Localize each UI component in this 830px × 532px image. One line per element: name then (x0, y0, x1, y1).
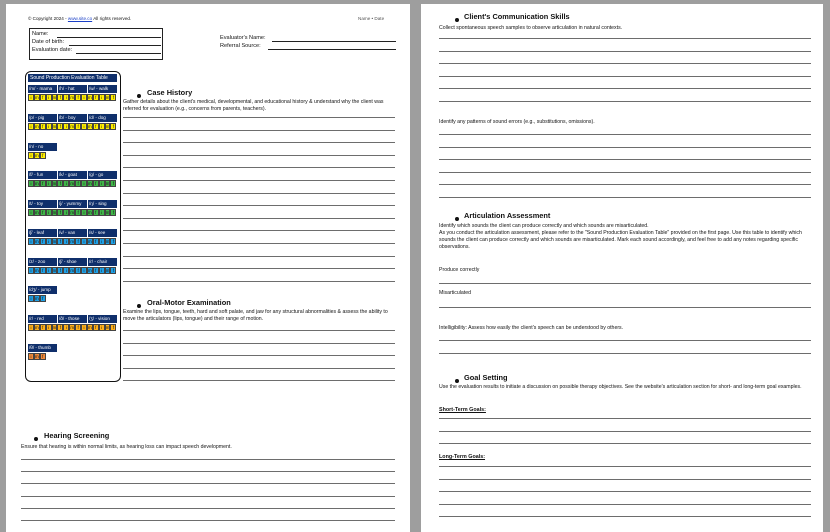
short-term-goals-label: Short-Term Goals: (439, 407, 486, 413)
sound-header (88, 344, 117, 352)
sound-checkbox[interactable]: f (40, 238, 46, 245)
sound-checkbox[interactable]: i (63, 123, 69, 130)
writing-line[interactable] (123, 155, 395, 156)
sound-checkbox[interactable]: i (28, 180, 34, 187)
long-term-goals-label: Long-Term Goals: (439, 454, 486, 460)
sound-checkbox[interactable]: f (75, 324, 81, 331)
name-label: Name: (32, 31, 49, 37)
writing-line[interactable] (21, 471, 395, 472)
sound-checkbox[interactable]: f (75, 123, 81, 130)
sound-checkbox[interactable]: i (46, 238, 52, 245)
bullet-icon (137, 304, 141, 308)
sound-checkbox[interactable]: m (70, 124, 75, 129)
sound-checkbox[interactable]: i (46, 324, 52, 331)
oral-motor-text: Examine the lips, tongue, teeth, hard and soft palate, and jaw for any structural abnormalities & assess the ability to move the articulators (lips, tongue) and their range of motion. (123, 309, 388, 322)
writing-line[interactable] (439, 51, 811, 52)
sound-checkbox[interactable]: m (35, 296, 39, 301)
sound-checkbox[interactable]: f (75, 209, 81, 216)
sound-checkbox[interactable]: m (88, 181, 92, 186)
sound-checkbox[interactable]: i (81, 94, 87, 101)
sound-header: /f/ - fun (28, 171, 57, 179)
sound-checkbox[interactable]: i (28, 152, 34, 159)
bullet-icon (34, 437, 38, 441)
sound-checkbox[interactable]: f (93, 180, 99, 187)
sound-checkbox[interactable]: i (81, 123, 87, 130)
sound-checkbox[interactable]: m (105, 95, 110, 100)
sound-checkbox[interactable]: f (57, 238, 63, 245)
sound-header (58, 344, 87, 352)
sound-checkbox[interactable]: i (63, 324, 69, 331)
sound-header: /ð/ - those (58, 315, 87, 323)
sound-checkbox[interactable]: f (110, 180, 116, 187)
articulation-line1: Identify which sounds the client can produce correctly and which sounds are misarticulated. (439, 223, 649, 229)
bullet-icon (455, 217, 459, 221)
sound-checkbox[interactable]: i (99, 267, 105, 274)
sound-header: /b/ - boy (58, 114, 87, 122)
sound-checkbox[interactable]: f (75, 180, 81, 187)
referral-field[interactable] (268, 49, 396, 50)
sound-header: /θ/ - thumb (28, 344, 57, 352)
sound-checkbox[interactable]: m (70, 95, 75, 100)
sound-checkbox[interactable]: i (99, 180, 105, 187)
client-info-box (29, 28, 163, 60)
sound-checkbox (110, 152, 116, 159)
writing-line[interactable] (439, 101, 811, 102)
sound-checkbox[interactable]: m (52, 95, 57, 100)
writing-line[interactable] (123, 180, 395, 181)
writing-line[interactable] (21, 496, 395, 497)
writing-line[interactable] (123, 243, 395, 244)
sound-checkbox[interactable]: m (35, 239, 39, 244)
sound-checkbox[interactable]: f (40, 180, 46, 187)
writing-line[interactable] (439, 63, 811, 64)
sound-checkbox[interactable]: i (81, 324, 87, 331)
sound-checkbox[interactable]: i (46, 123, 52, 130)
writing-line[interactable] (123, 142, 395, 143)
sound-checkbox[interactable]: m (52, 124, 57, 129)
writing-line[interactable] (123, 205, 395, 206)
writing-line[interactable] (439, 184, 811, 185)
writing-line[interactable] (123, 343, 395, 344)
writing-line[interactable] (439, 418, 811, 419)
misarticulated-line[interactable] (439, 307, 811, 308)
sound-checkbox[interactable]: i (63, 94, 69, 101)
sound-checkbox[interactable]: f (110, 324, 116, 331)
writing-line[interactable] (439, 479, 811, 480)
bullet-icon (455, 379, 459, 383)
sound-checkbox[interactable]: f (93, 209, 99, 216)
sound-group (28, 143, 117, 159)
sound-checkbox[interactable]: i (46, 180, 52, 187)
sound-header: /ʃ/ - leaf (28, 229, 57, 237)
writing-line[interactable] (123, 330, 395, 331)
sound-checkbox[interactable]: i (46, 209, 52, 216)
sound-checkbox[interactable]: m (105, 325, 110, 330)
hearing-text: Ensure that hearing is within normal limits, as hearing loss can impact speech development. (21, 444, 232, 450)
sound-header (88, 286, 117, 294)
communication-heading: Client's Communication Skills (464, 12, 570, 21)
sound-checkbox[interactable]: m (88, 239, 92, 244)
sound-checkbox[interactable]: i (99, 238, 105, 245)
misarticulated-label: Misarticulated (439, 290, 472, 296)
sound-header: /g/ - go (88, 171, 117, 179)
hearing-heading: Hearing Screening (44, 431, 110, 440)
sound-checkbox[interactable]: i (28, 123, 34, 130)
sound-checkbox[interactable]: f (75, 94, 81, 101)
dob-label: Date of birth: (32, 39, 65, 45)
writing-line[interactable] (123, 193, 395, 194)
sound-checkbox[interactable]: m (70, 210, 75, 215)
sound-header: /ʒ/ - vision (88, 315, 117, 323)
sound-checkbox[interactable]: f (40, 267, 46, 274)
sound-checkbox[interactable]: m (70, 239, 75, 244)
dob-field[interactable] (69, 45, 161, 46)
sound-header: /r/ - chair (88, 258, 117, 266)
sound-checkbox[interactable]: m (105, 268, 110, 273)
sound-checkbox[interactable]: i (46, 94, 52, 101)
eval-date-field[interactable] (76, 53, 161, 54)
writing-line[interactable] (21, 483, 395, 484)
bullet-icon (455, 18, 459, 22)
writing-line[interactable] (123, 230, 395, 231)
sound-checkbox[interactable]: f (93, 324, 99, 331)
page-two (421, 4, 823, 532)
sound-checkbox[interactable]: f (110, 209, 116, 216)
produce-correctly-line[interactable] (439, 283, 811, 284)
sound-checkbox[interactable]: f (75, 267, 81, 274)
sound-header (58, 143, 87, 151)
sound-checkbox[interactable]: f (110, 123, 116, 130)
sound-checkbox[interactable]: m (35, 95, 39, 100)
sound-checkbox[interactable]: i (81, 180, 87, 187)
articulation-line2: As you conduct the articulation assessment, please refer to the "Sound Production Evaluation Table" provided on the first page. Use this table to identify which sounds the client can produce correctly and which sounds are misarticulated. Mark each sound accordingly, and feel free to add any notes regarding specific observations. (439, 230, 802, 250)
sound-header: /j/ - yummy (58, 200, 87, 208)
sound-checkbox[interactable]: m (52, 325, 57, 330)
sound-header: /k/ - goat (58, 171, 87, 179)
sound-header (58, 286, 87, 294)
writing-line[interactable] (439, 443, 811, 444)
sound-group (28, 258, 117, 274)
sound-checkbox[interactable]: m (52, 239, 57, 244)
intelligibility-text: Intelligibility: Assess how easily the client's speech can be understood by others. (439, 325, 624, 331)
communication-text: Collect spontaneous speech samples to observe articulation in natural contexts. (439, 25, 623, 31)
sound-group (28, 344, 117, 360)
sound-group (28, 200, 117, 216)
sound-checkbox[interactable]: f (57, 209, 63, 216)
sound-checkbox[interactable]: m (35, 153, 39, 158)
copyright-notice: © Copyright 2024 - www.site.co All rights reserved. (28, 16, 132, 21)
sound-group (28, 286, 117, 302)
writing-line[interactable] (439, 172, 811, 173)
sound-checkbox[interactable]: m (88, 95, 92, 100)
goal-text: Use the evaluation results to initiate a discussion on possible therapy objectives. See the website's articulation section for short- and long-term goal examples. (439, 384, 802, 390)
sound-checkbox[interactable]: i (28, 295, 34, 302)
sound-header: /p/ - pig (28, 114, 57, 122)
sound-checkbox[interactable]: f (93, 238, 99, 245)
writing-line[interactable] (123, 268, 395, 269)
sound-checkbox[interactable]: m (70, 268, 75, 273)
writing-line[interactable] (439, 516, 811, 517)
sound-group (28, 171, 117, 187)
writing-line[interactable] (21, 520, 395, 521)
sound-checkbox[interactable]: i (63, 267, 69, 274)
writing-line[interactable] (123, 256, 395, 257)
writing-line[interactable] (439, 88, 811, 89)
sound-checkbox[interactable]: f (57, 267, 63, 274)
sound-checkbox[interactable]: i (99, 123, 105, 130)
sound-checkbox[interactable]: m (52, 181, 57, 186)
writing-line[interactable] (439, 147, 811, 148)
sound-checkbox[interactable]: i (63, 238, 69, 245)
sound-production-table (25, 71, 121, 382)
sound-checkbox[interactable]: f (93, 94, 99, 101)
sound-checkbox (110, 353, 116, 360)
writing-line[interactable] (123, 355, 395, 356)
sound-group (28, 114, 117, 130)
writing-line[interactable] (21, 459, 395, 460)
sound-checkbox[interactable]: m (35, 354, 39, 359)
sound-header: /w/ - walk (88, 85, 117, 93)
copyright-link[interactable]: www.site.co (67, 16, 93, 21)
sound-header: /s/ - see (88, 229, 117, 237)
writing-line[interactable] (123, 218, 395, 219)
header-right: Name • Date (358, 16, 385, 21)
sound-checkbox[interactable]: f (110, 238, 116, 245)
sound-checkbox[interactable]: f (93, 267, 99, 274)
sound-checkbox[interactable]: m (105, 210, 110, 215)
sound-checkbox (110, 295, 116, 302)
page-one (6, 4, 410, 532)
sound-header: /r/ - red (28, 315, 57, 323)
sound-checkbox[interactable]: m (35, 325, 39, 330)
writing-line[interactable] (439, 431, 811, 432)
writing-line[interactable] (123, 167, 395, 168)
sound-checkbox[interactable]: m (88, 268, 92, 273)
articulation-heading: Articulation Assessment (464, 211, 551, 220)
patterns-text: Identify any patterns of sound errors (e.g., substitutions, omissions). (439, 119, 595, 125)
sound-checkbox[interactable]: i (63, 180, 69, 187)
sound-checkbox[interactable]: f (40, 295, 46, 302)
writing-line[interactable] (123, 380, 395, 381)
sound-checkbox[interactable]: i (99, 324, 105, 331)
writing-line[interactable] (439, 353, 811, 354)
sound-checkbox[interactable]: m (105, 124, 110, 129)
sound-checkbox[interactable]: f (40, 152, 46, 159)
sound-checkbox[interactable]: i (28, 324, 34, 331)
sound-checkbox[interactable]: i (28, 209, 34, 216)
sound-checkbox[interactable]: m (35, 124, 39, 129)
sound-header: /z/ - zoo (28, 258, 57, 266)
name-field[interactable] (57, 37, 161, 38)
sound-header: /v/ - van (58, 229, 87, 237)
sound-checkbox[interactable]: f (57, 324, 63, 331)
sound-checkbox[interactable]: m (52, 268, 57, 273)
sound-checkbox[interactable]: i (99, 209, 105, 216)
writing-line[interactable] (439, 504, 811, 505)
sound-header: /ʃ/ - shoe (58, 258, 87, 266)
sound-checkbox[interactable]: m (88, 124, 92, 129)
sound-checkbox[interactable]: i (81, 209, 87, 216)
sound-checkbox[interactable]: f (57, 94, 63, 101)
sound-checkbox[interactable]: i (28, 267, 34, 274)
writing-line[interactable] (439, 340, 811, 341)
sound-checkbox[interactable]: f (110, 94, 116, 101)
sound-checkbox[interactable]: f (57, 180, 63, 187)
sound-checkbox[interactable]: i (99, 94, 105, 101)
writing-line[interactable] (123, 281, 395, 282)
sound-checkbox[interactable]: i (28, 94, 34, 101)
sound-header: /h/ - hat (58, 85, 87, 93)
sound-table-title: Sound Production Evaluation Table (28, 74, 117, 82)
sound-checkbox[interactable]: i (81, 267, 87, 274)
sound-header: /m/ - mama (28, 85, 57, 93)
evaluator-label: Evaluator's Name: (220, 35, 266, 41)
writing-line[interactable] (439, 197, 811, 198)
sound-checkbox[interactable]: f (57, 123, 63, 130)
sound-checkbox[interactable]: f (40, 353, 46, 360)
sound-checkbox[interactable]: i (28, 353, 34, 360)
sound-checkbox[interactable]: m (52, 210, 57, 215)
writing-line[interactable] (439, 134, 811, 135)
sound-header: /dʒ/ - jump (28, 286, 57, 294)
sound-group (28, 315, 117, 331)
sound-checkbox[interactable]: m (88, 325, 92, 330)
sound-checkbox[interactable]: m (35, 181, 39, 186)
goal-heading: Goal Setting (464, 373, 508, 382)
sound-checkbox[interactable]: f (110, 267, 116, 274)
sound-checkbox[interactable]: i (81, 238, 87, 245)
evaluator-field[interactable] (272, 41, 396, 42)
sound-checkbox[interactable]: m (35, 268, 39, 273)
writing-line[interactable] (439, 466, 811, 467)
sound-checkbox[interactable]: m (105, 239, 110, 244)
case-history-text: Gather details about the client's medical, developmental, and educational history & understand why the client was referred for evaluation (e.g., concerns from parents, teachers). (123, 99, 384, 112)
sound-checkbox[interactable]: m (70, 181, 75, 186)
sound-header: /ŋ/ - sing (88, 200, 117, 208)
sound-checkbox[interactable]: f (75, 238, 81, 245)
writing-line[interactable] (123, 368, 395, 369)
oral-motor-heading: Oral-Motor Examination (147, 298, 231, 307)
sound-group (28, 85, 117, 101)
referral-label: Referral Source: (220, 43, 261, 49)
writing-line[interactable] (123, 130, 395, 131)
sound-header: /n/ - no (28, 143, 57, 151)
writing-line[interactable] (21, 508, 395, 509)
sound-checkbox[interactable]: m (35, 210, 39, 215)
bullet-icon (137, 94, 141, 98)
sound-checkbox[interactable]: m (88, 210, 92, 215)
produce-correctly-label: Produce correctly (439, 267, 480, 273)
sound-checkbox[interactable]: i (46, 267, 52, 274)
sound-group (28, 229, 117, 245)
sound-checkbox[interactable]: f (40, 324, 46, 331)
sound-checkbox[interactable]: m (105, 181, 110, 186)
eval-date-label: Evaluation date: (32, 47, 73, 53)
sound-checkbox[interactable]: i (63, 209, 69, 216)
sound-header (88, 143, 117, 151)
writing-line[interactable] (439, 159, 811, 160)
sound-checkbox[interactable]: m (70, 325, 75, 330)
sound-checkbox[interactable]: i (28, 238, 34, 245)
writing-line[interactable] (123, 117, 395, 118)
sound-checkbox[interactable]: f (40, 94, 46, 101)
case-history-heading: Case History (147, 88, 193, 97)
sound-checkbox[interactable]: f (40, 209, 46, 216)
writing-line[interactable] (439, 38, 811, 39)
writing-line[interactable] (439, 491, 811, 492)
sound-header: /d/ - dog (88, 114, 117, 122)
sound-header: /t/ - toy (28, 200, 57, 208)
sound-checkbox[interactable]: f (93, 123, 99, 130)
sound-checkbox[interactable]: f (40, 123, 46, 130)
writing-line[interactable] (439, 76, 811, 77)
